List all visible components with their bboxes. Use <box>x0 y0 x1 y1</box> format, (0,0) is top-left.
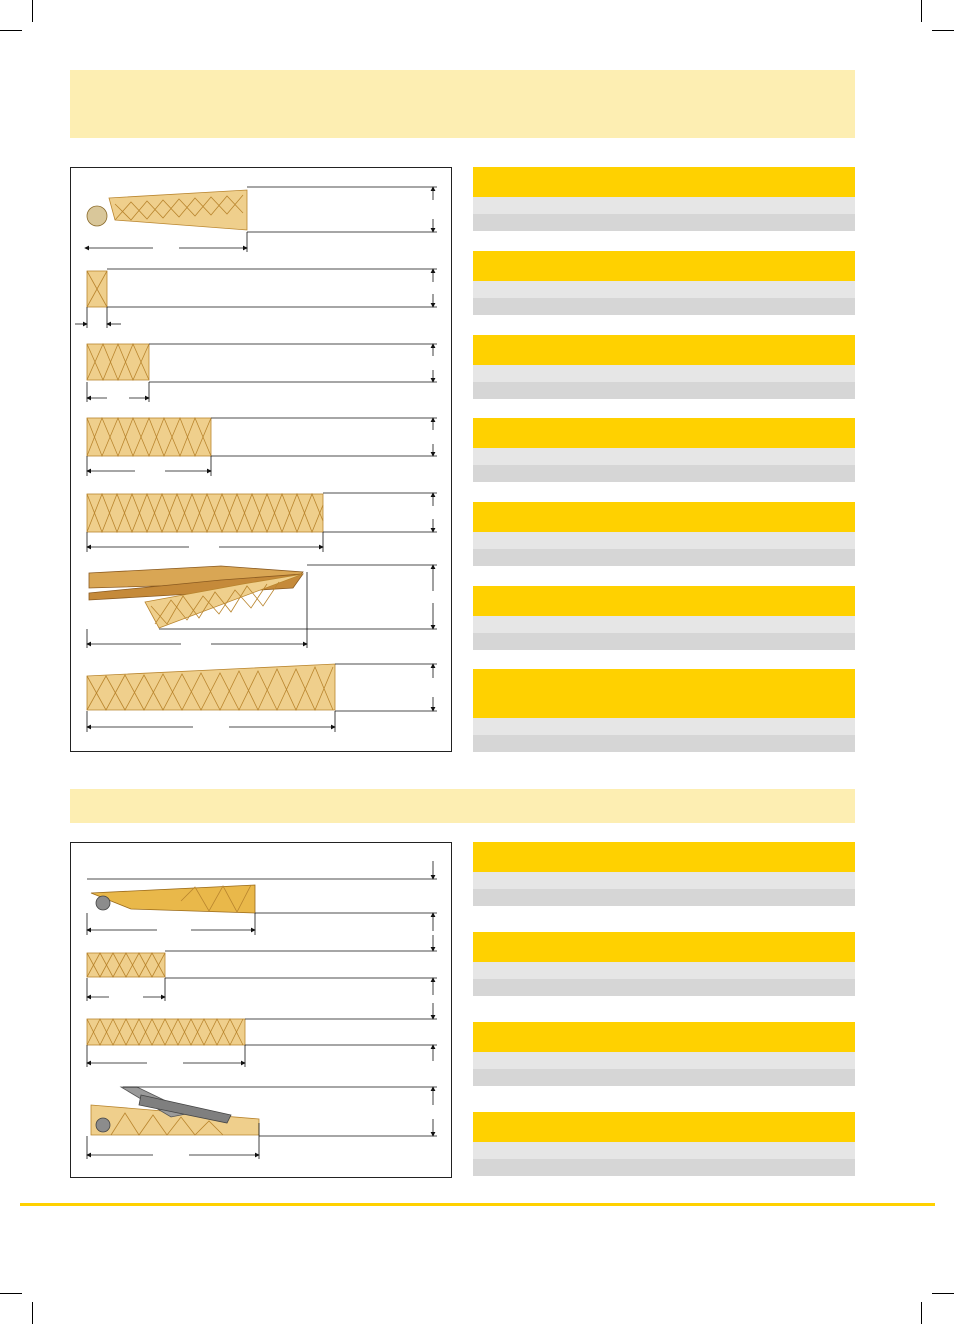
table-header <box>473 842 855 872</box>
table-row <box>473 889 855 906</box>
table-header <box>473 418 855 448</box>
counter-jib-sections-drawing <box>70 842 452 1178</box>
table-row <box>473 448 855 465</box>
table-header <box>473 251 855 281</box>
section-header-band-bottom <box>70 789 855 823</box>
crop-mark <box>32 1302 33 1324</box>
table-header <box>473 167 855 197</box>
table-header <box>473 335 855 365</box>
crop-mark <box>921 0 922 22</box>
table-row <box>473 633 855 650</box>
table-row <box>473 962 855 979</box>
long-lattice-section-drawing <box>87 493 437 552</box>
table-header <box>473 1112 855 1142</box>
spec-table-long-lattice <box>473 502 855 566</box>
table-row <box>473 281 855 298</box>
spec-table-counter-jib-short <box>473 932 855 996</box>
crop-mark <box>921 1302 922 1324</box>
spec-table-counter-jib-ballast <box>473 1112 855 1176</box>
crop-mark <box>0 30 22 31</box>
jib-sections-illustration <box>71 168 453 753</box>
table-header <box>473 502 855 532</box>
spec-table-folding-section <box>473 586 855 650</box>
spec-table-short-lattice <box>473 335 855 399</box>
counter-jib-sections-illustration <box>71 843 453 1179</box>
crop-mark <box>932 1293 954 1294</box>
counter-jib-ballast-section-drawing <box>87 1087 437 1159</box>
spec-table-short-adapter <box>473 251 855 315</box>
jib-foot-section-drawing <box>85 187 437 252</box>
table-row <box>473 214 855 231</box>
table-row <box>473 1069 855 1086</box>
table-row <box>473 1142 855 1159</box>
footer-rule <box>20 1203 935 1206</box>
table-row <box>473 465 855 482</box>
counter-jib-short-section-drawing <box>87 935 437 1001</box>
table-header <box>473 932 855 962</box>
table-row <box>473 979 855 996</box>
table-row <box>473 616 855 633</box>
table-row <box>473 735 855 752</box>
table-row <box>473 532 855 549</box>
table-row <box>473 382 855 399</box>
table-row <box>473 197 855 214</box>
spec-table-head-lattice <box>473 669 855 752</box>
table-header <box>473 669 855 718</box>
table-row <box>473 718 855 735</box>
table-header <box>473 1022 855 1052</box>
crop-mark <box>0 1293 22 1294</box>
spec-table-medium-lattice <box>473 418 855 482</box>
table-row <box>473 365 855 382</box>
spec-table-counter-jib-long <box>473 1022 855 1086</box>
crop-mark <box>32 0 33 22</box>
section-header-band-top <box>70 70 855 138</box>
table-row <box>473 549 855 566</box>
table-row <box>473 298 855 315</box>
crop-mark <box>932 30 954 31</box>
spec-table-counter-jib-foot <box>473 842 855 906</box>
jib-sections-drawing <box>70 167 452 752</box>
counter-jib-foot-section-drawing <box>87 861 437 935</box>
short-adapter-section-drawing <box>75 269 437 328</box>
counter-jib-long-section-drawing <box>87 1003 437 1067</box>
spec-table-jib-foot <box>473 167 855 231</box>
medium-lattice-section-drawing <box>87 418 437 476</box>
short-lattice-section-drawing <box>87 344 437 402</box>
table-row <box>473 1159 855 1176</box>
head-lattice-section-drawing <box>87 664 437 732</box>
table-row <box>473 1052 855 1069</box>
folding-section-drawing <box>87 565 437 648</box>
table-header <box>473 586 855 616</box>
table-row <box>473 872 855 889</box>
